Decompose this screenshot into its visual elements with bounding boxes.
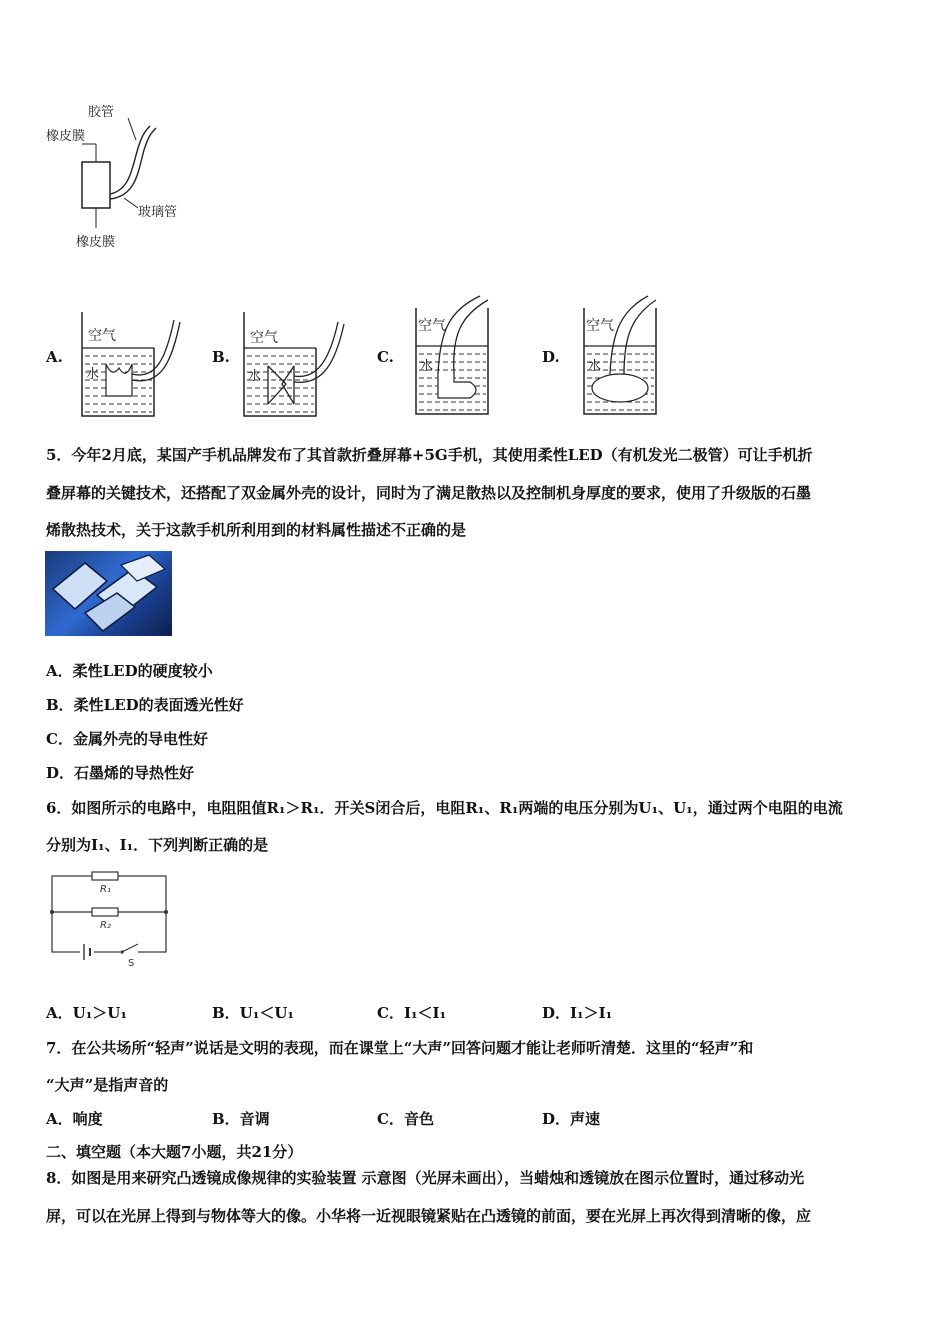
q6-option-c[interactable]: C．I₁＜I₁ <box>377 1004 447 1022</box>
svg-text:水: 水 <box>588 359 602 374</box>
q5-option-b[interactable]: B．柔性LED的表面透光性好 <box>46 696 244 714</box>
hose-outer <box>110 126 150 194</box>
q4-option-d-figure <box>578 290 678 418</box>
label-r1: R₁ <box>100 884 111 895</box>
svg-text:水: 水 <box>420 359 434 374</box>
q5-phone-photo <box>45 551 172 636</box>
q4-option-a-letter[interactable]: A. <box>46 348 63 366</box>
svg-text:空气: 空气 <box>250 330 278 346</box>
q4-option-b-letter[interactable]: B. <box>212 348 230 366</box>
q7-option-b[interactable]: B．音调 <box>212 1110 270 1128</box>
q5-option-c[interactable]: C．金属外壳的导电性好 <box>46 730 208 748</box>
q4-option-d-letter[interactable]: D. <box>542 348 560 366</box>
q4-option-b-figure <box>238 308 350 420</box>
resistor-r1 <box>92 872 118 880</box>
q7-option-d[interactable]: D．声速 <box>542 1110 601 1128</box>
q5-line-2: 叠屏幕的关键技术，还搭配了双金属外壳的设计，同时为了满足散热以及控制机身厚度的要求，使用了升级版的石墨 <box>46 484 812 502</box>
svg-text:空气: 空气 <box>418 318 446 334</box>
q8-line-2: 屏，可以在光屏上得到与物体等大的像。小华将一近视眼镜紧贴在凸透镜的前面，要在光屏上再次得到清晰的像，应 <box>46 1207 812 1225</box>
q8-line-1: 8．如图是用来研究凸透镜成像规律的实验装置 示意图（光屏未画出），当蜡烛和透镜放在图示位置时，通过移动光 <box>46 1169 805 1187</box>
q6-option-d[interactable]: D．I₁＞I₁ <box>542 1004 613 1022</box>
svg-text:空气: 空气 <box>586 318 614 334</box>
apparatus-box <box>82 162 110 208</box>
q5-option-d[interactable]: D．石墨烯的导热性好 <box>46 764 195 782</box>
q5-line-3: 烯散热技术，关于这款手机所利用到的材料属性描述不正确的是 <box>46 521 467 539</box>
q7-option-a[interactable]: A．响度 <box>46 1110 103 1128</box>
q4-option-c-letter[interactable]: C. <box>377 348 394 366</box>
q6-line-2: 分别为I₁、I₁．下列判断正确的是 <box>46 836 269 854</box>
label-hose: 胶管 <box>88 105 115 120</box>
q7-line-2: “大声”是指声音的 <box>46 1076 169 1094</box>
q7-option-c[interactable]: C．音色 <box>377 1110 434 1128</box>
q5-line-1: 5．今年2月底，某国产手机品牌发布了其首款折叠屏幕+5G手机，其使用柔性LED（有机发光二极管）可让手机折 <box>46 446 813 464</box>
label-glass-tube: 玻璃管 <box>138 205 178 220</box>
label-membrane-top: 橡皮膜 <box>46 129 86 144</box>
hose-inner <box>110 128 156 199</box>
svg-text:空气: 空气 <box>88 328 116 344</box>
label-switch: S <box>128 958 135 969</box>
section-2-heading: 二、填空题（本大题7小题，共21分） <box>46 1143 303 1161</box>
q5-option-a[interactable]: A．柔性LED的硬度较小 <box>46 662 213 680</box>
q4-option-c-figure <box>410 290 510 418</box>
label-r2: R₂ <box>100 920 111 931</box>
q4-apparatus-figure <box>40 98 200 258</box>
svg-text:水: 水 <box>86 367 100 382</box>
label-membrane-bottom: 橡皮膜 <box>76 235 116 250</box>
q7-line-1: 7．在公共场所“轻声”说话是文明的表现，而在课堂上“大声”回答问题才能让老师听清楚．这里的“轻声”和 <box>46 1039 754 1057</box>
q6-option-b[interactable]: B．U₁＜U₁ <box>212 1004 294 1022</box>
svg-text:水: 水 <box>248 369 262 384</box>
q6-line-1: 6．如图所示的电路中，电阻阻值R₁＞R₁．开关S闭合后，电阻R₁、R₁两端的电压分别为U₁、U₁，通过两个电阻的电流 <box>46 799 843 817</box>
q4-option-a-figure <box>76 308 186 420</box>
resistor-r2 <box>92 908 118 916</box>
q6-circuit-diagram <box>44 870 174 970</box>
q6-option-a[interactable]: A．U₁＞U₁ <box>46 1004 127 1022</box>
